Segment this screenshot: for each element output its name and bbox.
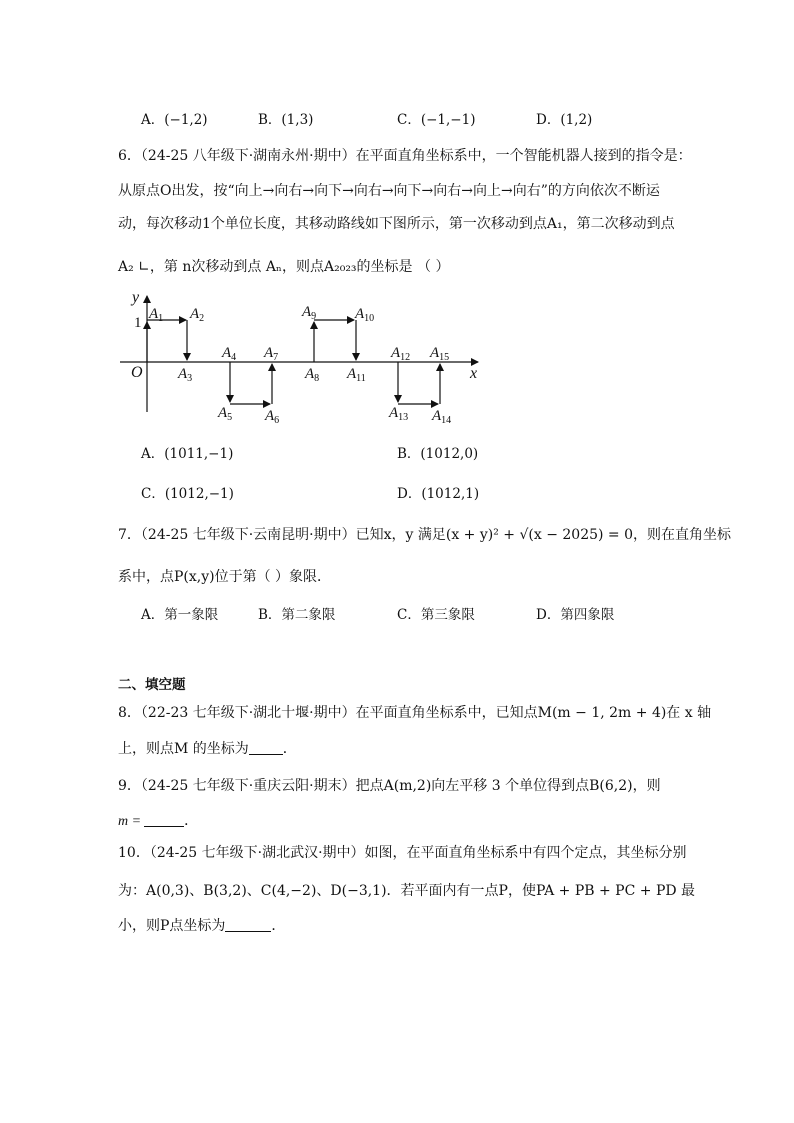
point-label-a5: $A_5$ xyxy=(218,405,233,423)
point-label-a2: $A_2$ xyxy=(190,306,205,324)
q8-text-line-2 xyxy=(118,738,297,758)
q5-option-a: A．(−1,2) xyxy=(141,112,208,128)
q8-answer-blank[interactable] xyxy=(249,740,283,755)
q10-text-line-2: 为：A(0,3)、B(3,2)、C(4,−2)、D(−3,1)．若平面内有一点P，使PA + PB + PC + PD 最 xyxy=(118,883,696,899)
graph-origin-label: O xyxy=(131,364,143,381)
q8-text-line-1: 8．（22-23 七年级下·湖北十堰·期中）在平面直角坐标系中，已知点M(m − 1, 2m + 4)在 x 轴 xyxy=(118,705,712,721)
graph-tick-1: 1 xyxy=(134,315,142,331)
point-label-a12: $A_{12}$ xyxy=(391,345,411,363)
q5-option-c: C．(−1,−1) xyxy=(397,112,476,128)
point-label-a6: $A_6$ xyxy=(265,408,280,426)
q10-text-suffix: ． xyxy=(271,918,286,934)
q7-option-d: D．第四象限 xyxy=(536,607,615,623)
q7-text-line-1: 7．（24-25 七年级下·云南昆明·期中）已知x，y 满足(x + y)² + √(x − 2025) = 0，则在直角坐标 xyxy=(118,527,732,543)
q10-text-line-1: 10．（24-25 七年级下·湖北武汉·期中）如图，在平面直角坐标系中有四个定点，其坐标分别 xyxy=(118,845,687,861)
q7-option-a: A．第一象限 xyxy=(141,607,219,623)
point-label-a10: $A_{10}$ xyxy=(355,306,375,324)
q6-text-line-4: A₂ ∟，第 n次移动到点 Aₙ，则点A₂₀₂₃的坐标是 （ ） xyxy=(118,259,450,275)
point-label-a4: $A_4$ xyxy=(222,345,237,363)
q5-option-d: D．(1,2) xyxy=(536,112,593,128)
q10-text-prefix: 小，则P点坐标为 xyxy=(118,918,226,934)
q10-answer-blank[interactable] xyxy=(225,917,271,932)
q5-option-b: B．(1,3) xyxy=(258,112,314,128)
point-label-a15: $A_{15}$ xyxy=(430,345,450,363)
point-label-a13: $A_{13}$ xyxy=(389,405,409,423)
q6-option-a: A．(1011,−1) xyxy=(141,446,234,462)
q6-option-b: B．(1012,0) xyxy=(397,446,479,462)
q7-text-line-2: 系中，点P(x,y)位于第（ ）象限． xyxy=(118,569,332,585)
point-label-a1: $A_1$ xyxy=(149,306,164,324)
point-label-a14: $A_{14}$ xyxy=(432,408,452,426)
q9-text-prefix: m = xyxy=(118,814,142,829)
q8-text-suffix: ． xyxy=(282,741,297,757)
q6-text-line-3: 动，每次移动1个单位长度，其移动路线如下图所示，第一次移动到点A₁，第二次移动到点 xyxy=(118,216,675,232)
section-title: 二、填空题 xyxy=(118,677,186,693)
q6-text-line-2: 从原点O出发，按“向上→向右→向下→向右→向下→向右→向上→向右”的方向依次不断运 xyxy=(118,183,660,199)
q6-text-line-1: 6．（24-25 八年级下·湖南永州·期中）在平面直角坐标系中，一个智能机器人接到的指令是： xyxy=(118,148,692,164)
q8-text-prefix: 上，则点M 的坐标为 xyxy=(118,741,249,757)
graph-y-label: y xyxy=(132,289,140,306)
graph-x-label: x xyxy=(470,365,478,382)
q6-option-c: C．(1012,−1) xyxy=(141,486,234,502)
q9-answer-blank[interactable] xyxy=(144,812,184,827)
point-label-a8: $A_8$ xyxy=(305,366,320,384)
q9-text-line-2 xyxy=(118,810,198,830)
q7-option-c: C．第三象限 xyxy=(397,607,475,623)
point-label-a3: $A_3$ xyxy=(178,366,193,384)
q9-text-line-1: 9．（24-25 七年级下·重庆云阳·期末）把点A(m,2)向左平移 3 个单位得到点B(6,2)，则 xyxy=(118,778,661,794)
q6-option-d: D．(1012,1) xyxy=(397,486,480,502)
q7-option-b: B．第二象限 xyxy=(258,607,336,623)
q10-text-line-3 xyxy=(118,915,285,935)
q9-text-suffix: ． xyxy=(184,813,199,829)
point-label-a11: $A_{11}$ xyxy=(347,366,366,384)
point-label-a9: $A_9$ xyxy=(302,304,317,322)
point-label-a7: $A_7$ xyxy=(264,345,279,363)
